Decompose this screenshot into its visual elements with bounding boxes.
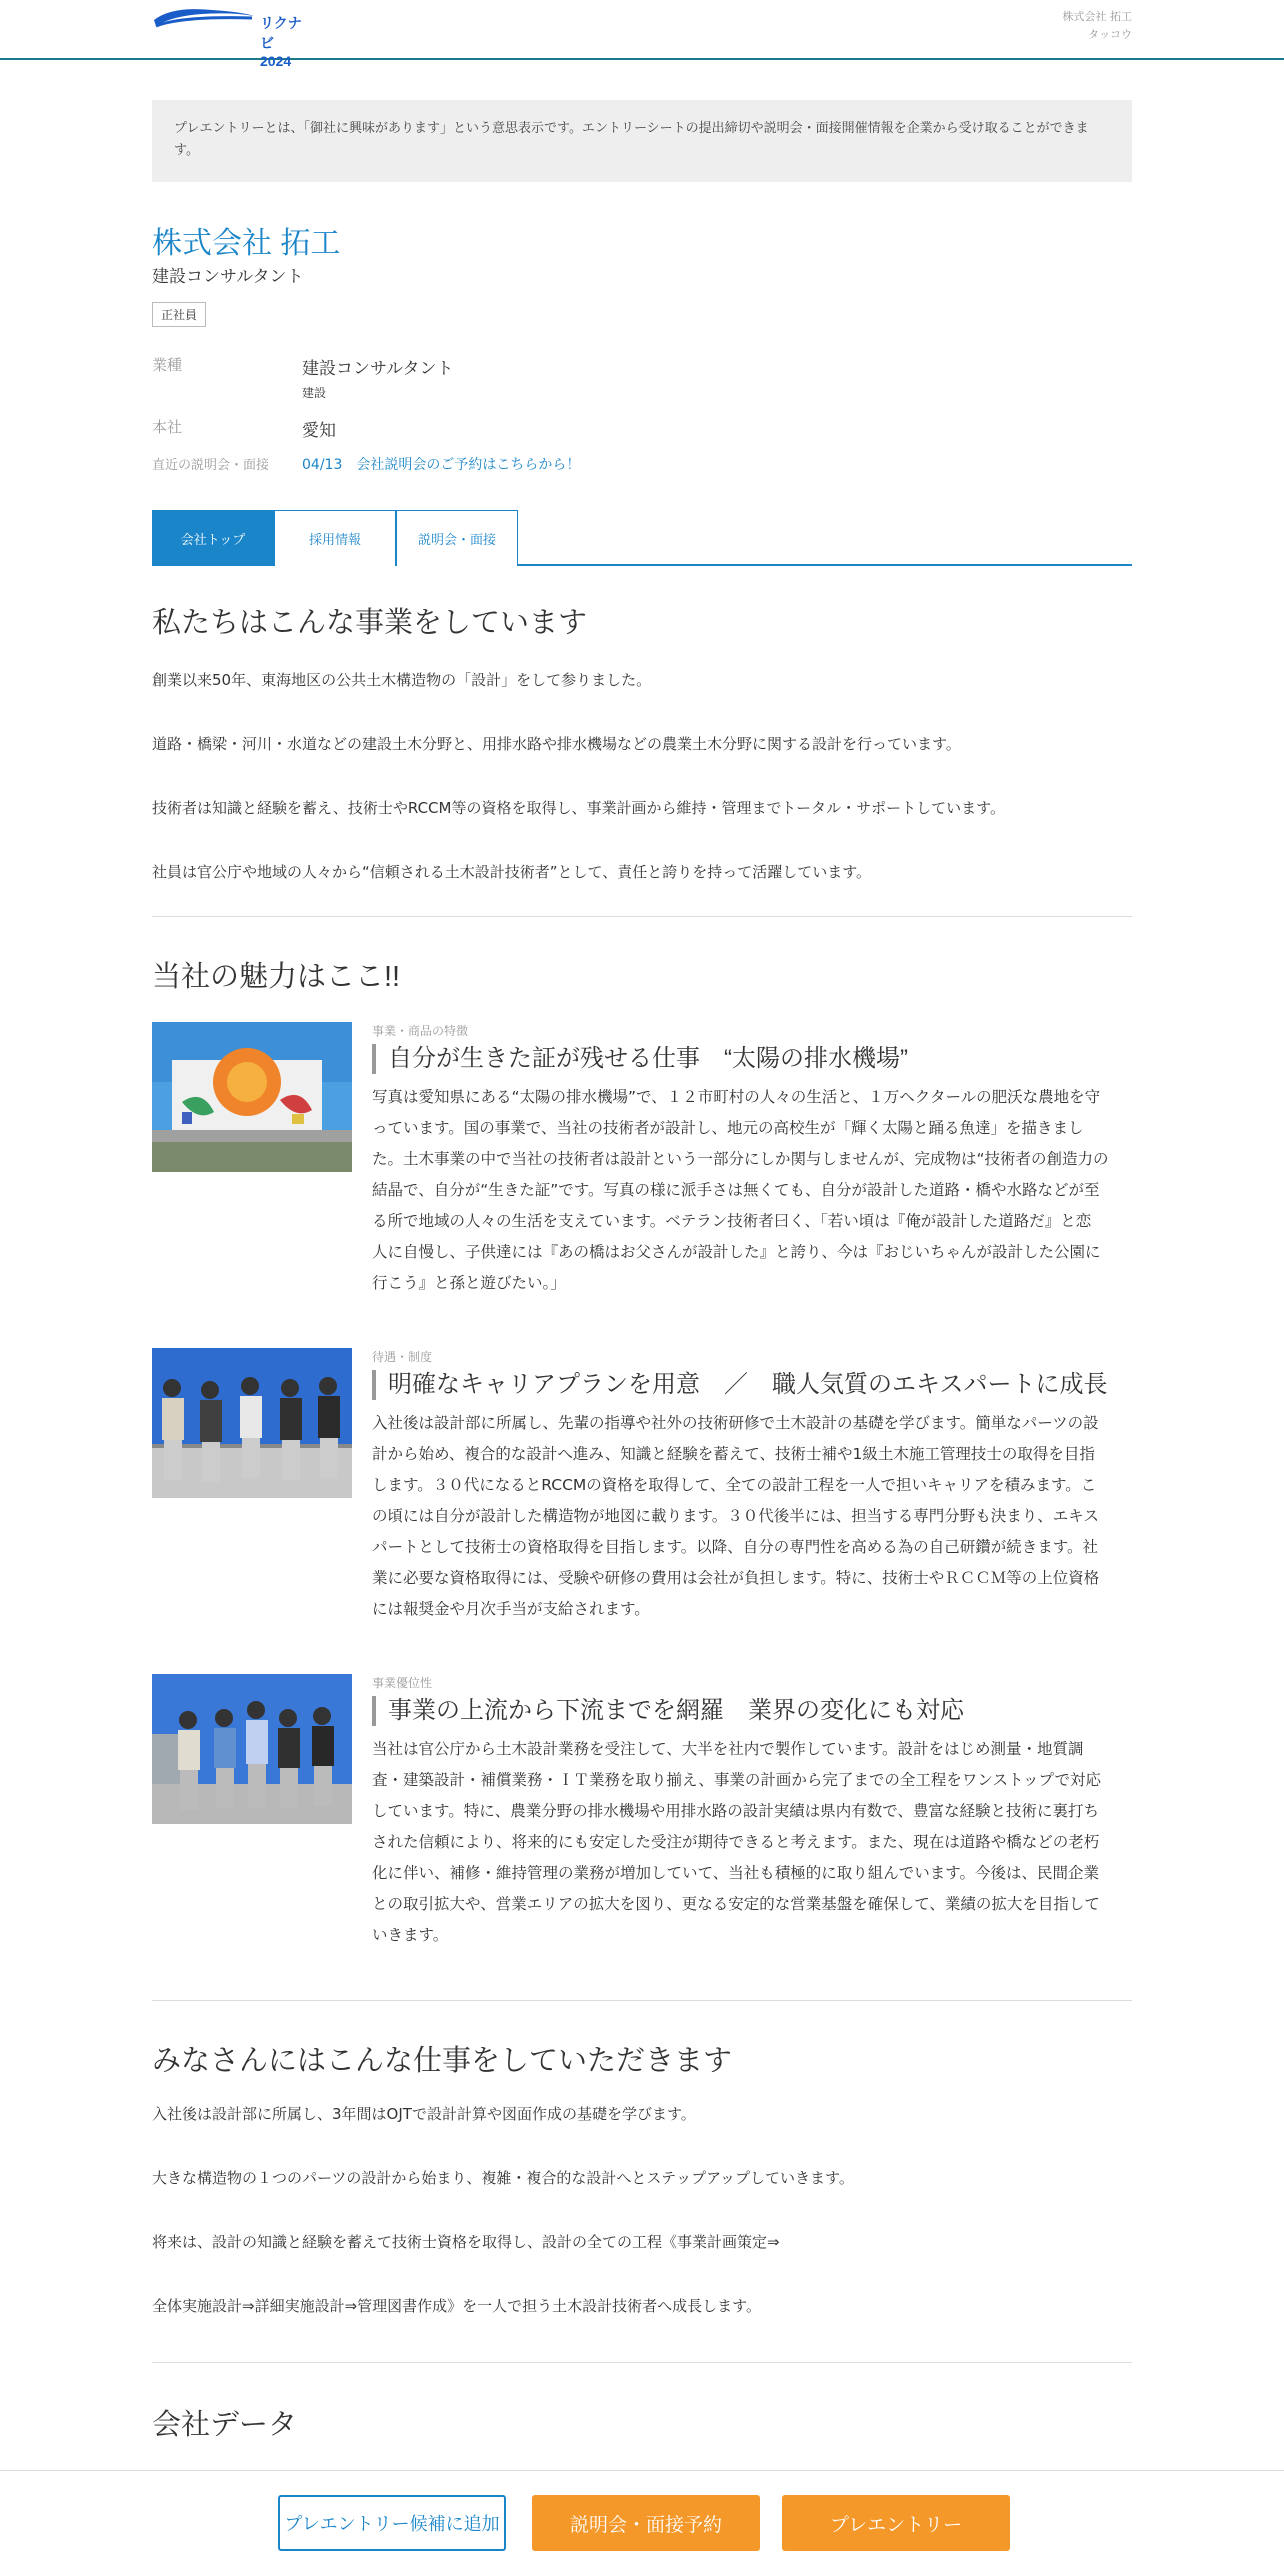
text-line: 写真は愛知県にある“太陽の排水機場”で、１２市町村の人々の生活と、１万ヘクタールの肥沃な農地を守	[372, 1088, 1101, 1106]
text-line: の頃には自分が設計した構造物が地図に載ります。３０代後半には、担当する専門分野も決まり、エキス	[372, 1507, 1099, 1525]
work-heading: みなさんにはこんな仕事をしていただきます	[152, 2045, 733, 2077]
employment-badge: 正社員	[152, 302, 206, 327]
attractions-heading: 当社の魅力はここ!!	[152, 961, 401, 993]
section-divider	[152, 916, 1132, 917]
attraction-category: 事業・商品の特徴	[372, 1024, 469, 1038]
add-preentry-candidate-button[interactable]: プレエントリー候補に追加	[278, 2495, 506, 2551]
work-paragraph: 大きな構造物の１つのパーツの設計から始まり、複雑・複合的な設計へとステップアップしていきます。	[152, 2169, 854, 2187]
hq-label: 本社	[152, 418, 183, 436]
attraction-item	[152, 1348, 1132, 1638]
work-paragraph: 入社後は設計部に所属し、3年間はOJTで設計計算や図面作成の基礎を学びます。	[152, 2105, 696, 2123]
company-tabs	[152, 510, 1132, 566]
hq-value: 愛知	[302, 421, 336, 441]
attraction-category: 事業優位性	[372, 1676, 433, 1690]
industry-sub: 建設	[302, 386, 327, 400]
section-divider	[152, 2362, 1132, 2363]
business-paragraph: 社員は官公庁や地域の人々から“信頼される土木設計技術者”として、責任と誇りを持って活躍しています。	[152, 863, 872, 881]
attraction-text	[372, 1408, 1132, 1625]
text-line: た。土木事業の中で当社の技術者は設計という一部分にしか関与しませんが、完成物は“技術者の創造力の	[372, 1150, 1109, 1168]
attraction-title: 自分が生きた証が残せる仕事 “太陽の排水機場”	[372, 1044, 1132, 1074]
text-line: 査・建築設計・補償業務・ＩＴ業務を取り揃え、事業の計画から完了までの全工程をワンストップで対応	[372, 1771, 1101, 1789]
text-line: しています。特に、農業分野の排水機場や用排水路の設計実績は県内有数で、豊富な経験と技術に裏打ち	[372, 1802, 1099, 1820]
company-data-heading: 会社データ	[152, 2409, 298, 2441]
logo-text: リクナビ2024	[260, 15, 302, 69]
employees-photo	[152, 1348, 352, 1498]
header-company-name: 株式会社 拓工	[1062, 10, 1132, 23]
header-company-kana: タッコウ	[1088, 28, 1132, 41]
attraction-item	[152, 1022, 1132, 1312]
text-line: いきます。	[372, 1926, 449, 1944]
text-line: された信頼により、将来的にも安定した受注が期待できると考えます。また、現在は道路や橋などの老朽	[372, 1833, 1100, 1851]
text-line: 人に自慢し、子供達には『あの橋はお父さんが設計した』と誇り、今は『おじいちゃんが設計した公園に	[372, 1243, 1101, 1261]
attraction-body	[372, 1674, 1132, 1951]
attraction-body	[372, 1022, 1132, 1299]
text-line: 入社後は設計部に所属し、先輩の指導や社外の技術研修で土木設計の基礎を学びます。簡単なパーツの設	[372, 1414, 1099, 1432]
business-paragraph: 創業以来50年、東海地区の公共土木構造物の「設計」をして参りました。	[152, 671, 652, 689]
text-line: っています。国の事業で、当社の技術者が設計し、地元の高校生が「輝く太陽と踊る魚達」を描きまし	[372, 1119, 1084, 1137]
text-line: パートとして技術士の資格取得を目指します。以降、自分の専門性を高める為の自己研鑽が続きます。社	[372, 1538, 1099, 1556]
text-line: 当社は官公庁から土木設計業務を受注して、大半を社内で製作しています。設計をはじめ測量・地質調	[372, 1740, 1084, 1758]
text-line: 結晶で、自分が“生きた証”です。写真の様に派手さは無くても、自分が設計した道路・橋や水路などが至	[372, 1181, 1100, 1199]
industry-label: 業種	[152, 356, 183, 374]
preentry-notice: プレエントリーとは、「御社に興味があります」という意思表示です。エントリーシートの提出締切や説明会・面接開催情報を企業から受け取ることができます。	[152, 100, 1132, 182]
business-heading: 私たちはこんな事業をしています	[152, 607, 588, 639]
text-line: 化に伴い、補修・維持管理の業務が増加していて、当社も積極的に取り組んでいます。今後は、民間企業	[372, 1864, 1099, 1882]
business-paragraph: 道路・橋梁・河川・水道などの建設土木分野と、用排水路や排水機場などの農業土木分野に関する設計を行っています。	[152, 735, 961, 753]
business-paragraph: 技術者は知識と経験を蓄え、技術士やRCCM等の資格を取得し、事業計画から維持・管理までトータル・サポートしています。	[152, 799, 1005, 817]
attraction-text	[372, 1082, 1132, 1299]
text-line: 行こう』と孫と遊びたい。」	[372, 1274, 566, 1292]
work-paragraph: 全体実施設計⇒詳細実施設計⇒管理図書作成》を一人で担う土木設計技術者へ成長します。	[152, 2297, 761, 2315]
text-line: る所で地域の人々の生活を支えています。ベテラン技術者曰く、「若い頃は『俺が設計した道路だ』と恋	[372, 1212, 1092, 1230]
company-name: 株式会社 拓工	[152, 227, 341, 260]
site-header	[0, 0, 1284, 69]
section-divider	[152, 2000, 1132, 2001]
company-category: 建設コンサルタント	[152, 267, 304, 287]
header-company	[1063, 8, 1133, 44]
drainage-station-photo	[152, 1022, 352, 1172]
seminar-label: 直近の説明会・面接	[152, 458, 270, 473]
text-line: との取引拡大や、営業エリアの拡大を図り、更なる安定的な営業基盤を確保して、業績の拡大を目指して	[372, 1895, 1100, 1913]
attraction-text	[372, 1734, 1132, 1951]
text-line: には報奨金や月次手当が支給されます。	[372, 1600, 650, 1618]
text-line: 計から始め、複合的な設計へ進み、知識と経験を蓄えて、技術士補や1級土木施工管理技士の取得を目指	[372, 1445, 1095, 1463]
attraction-item	[152, 1674, 1132, 1964]
logo-swoosh-icon	[152, 6, 256, 30]
work-paragraph: 将来は、設計の知識と経験を蓄えて技術士資格を取得し、設計の全ての工程《事業計画策定⇒	[152, 2233, 780, 2251]
tab-company-top[interactable]: 会社トップ	[152, 510, 274, 566]
text-line: 業に必要な資格取得には、受験や研修の費用は会社が負担します。特に、技術士やＲＣＣＭ等の上位資格	[372, 1569, 1100, 1587]
industry-row	[152, 354, 752, 400]
bottom-action-bar	[0, 2470, 1284, 2568]
team-photo	[152, 1674, 352, 1824]
attraction-body	[372, 1348, 1132, 1625]
text-line: します。３０代になるとRCCMの資格を取得して、全ての設計工程を一人で担いキャリアを積みます。こ	[372, 1476, 1097, 1494]
attraction-title: 事業の上流から下流までを網羅 業界の変化にも対応	[372, 1696, 1132, 1726]
tab-seminar[interactable]: 説明会・面接	[396, 510, 518, 566]
rikunabi-logo[interactable]	[152, 4, 302, 69]
industry-value: 建設コンサルタント	[302, 359, 454, 379]
seminar-reservation-button[interactable]: 説明会・面接予約	[532, 2495, 760, 2551]
seminar-row	[152, 454, 852, 474]
tab-recruit-info[interactable]: 採用情報	[274, 510, 396, 566]
attraction-title: 明確なキャリアプランを用意 ／ 職人気質のエキスパートに成長	[372, 1370, 1132, 1400]
attraction-category: 待遇・制度	[372, 1350, 433, 1364]
preentry-button[interactable]: プレエントリー	[782, 2495, 1010, 2551]
seminar-link[interactable]: 04/13 会社説明会のご予約はこちらから！	[302, 457, 581, 473]
hq-row	[152, 416, 752, 440]
